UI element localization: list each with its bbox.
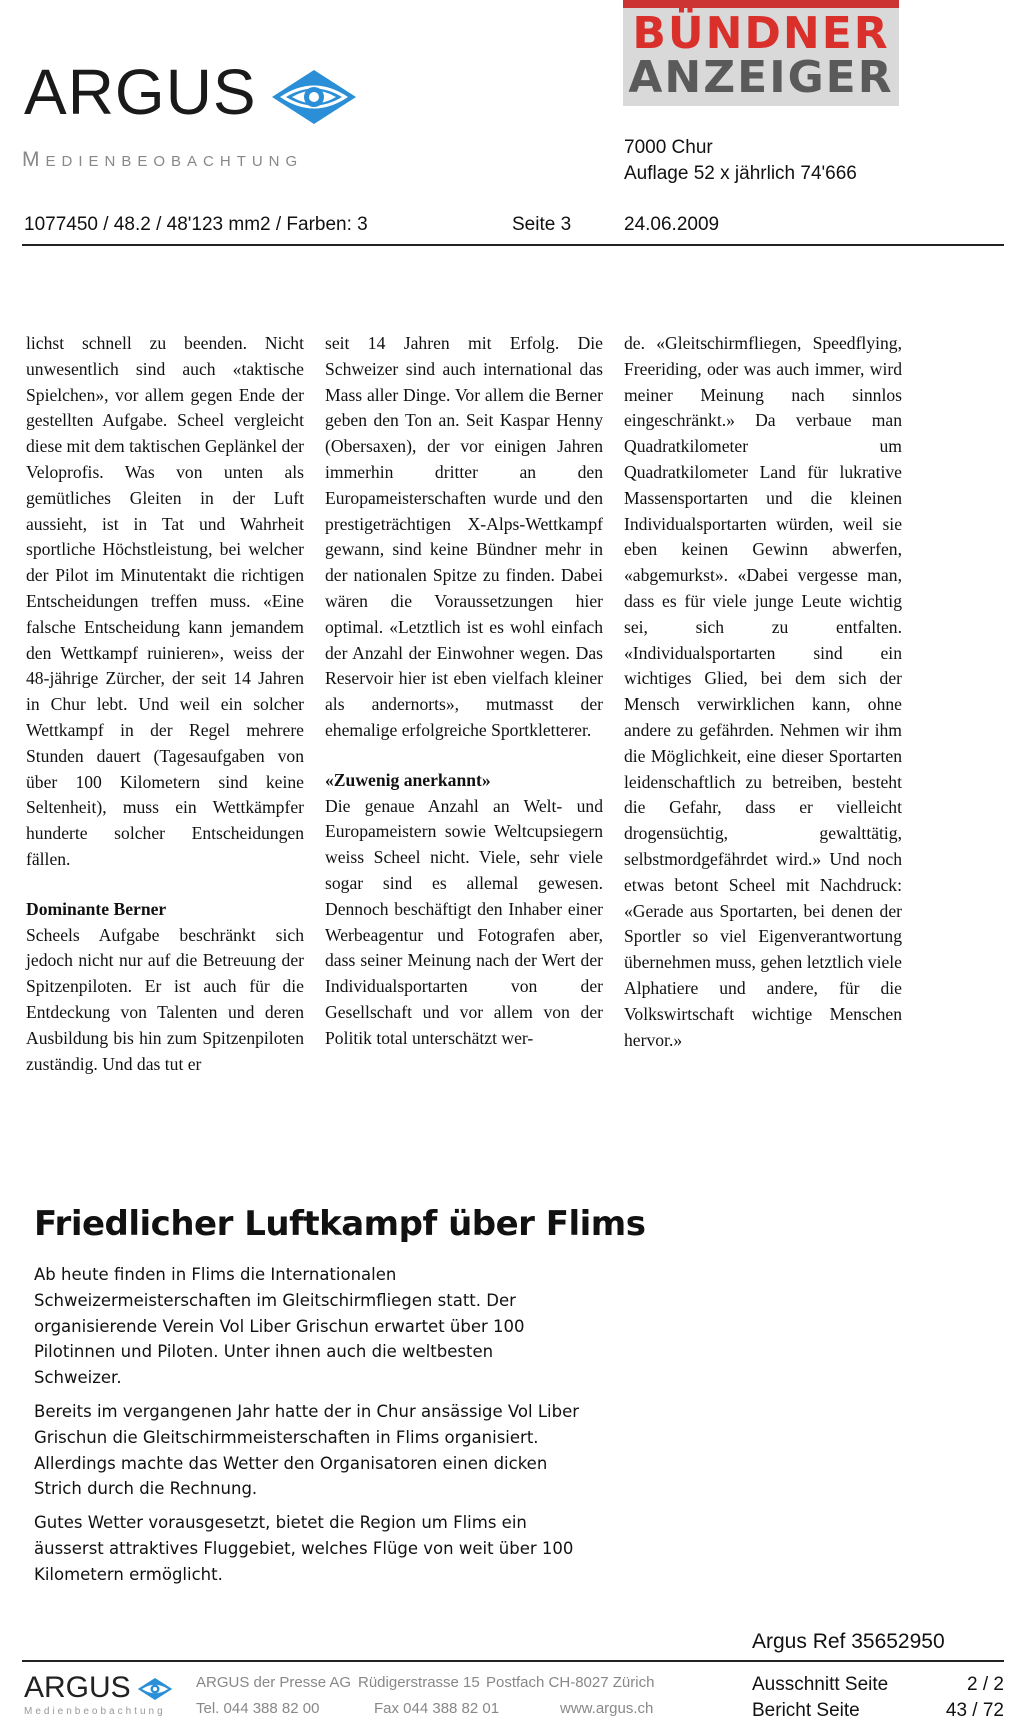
article-paragraph: de. «Gleitschirmfliegen, Speedflying, Freeriding, oder was auch immer, wird meiner Meinung nach sinnlos eingeschränkt.» Da verbaue man Quadratkilometer um Quadratkilometer Land für lukrative Massensportarten und die kleinen Individualsportarten würden, weil sie eben keinen Gewinn abwerfen, «abgemurkst». «Dabei vergesse man, dass es für viele junge Leute wichtig sei, sich zu entfalten. «Individualsportarten sind ein wichtiges Glied, bei dem sich der Mensch verwirklichen kann, ohne andere zu gefährden. Nehmen wir ihm die Möglichkeit, eine dieser Sportarten leidenschaftlich zu betreiben, besteht die Gefahr, dass er vielleicht drogensüchtig, gewalttätig, selbstmordgefährdet wird.» Und noch etwas betont Scheel mit Nachdruck: «Gerade aus Sportarten, bei denen der Sportler so viel Eigenverantwortung übernehmen muss, gehen letztlich viele Alphatiere und andere, für die Volkswirtschaft wichtige Menschen hervor.» bbox=[624, 333, 902, 1050]
footer-argus-eye-icon bbox=[137, 1677, 173, 1706]
box-article-title: Friedlicher Luftkampf über Flims bbox=[34, 1204, 646, 1244]
footer-phone: Tel. 044 388 82 00 bbox=[196, 1700, 320, 1717]
footer-argus-subtitle: Medienbeobachtung bbox=[24, 1706, 166, 1717]
footer-fax: Fax 044 388 82 01 bbox=[374, 1700, 500, 1717]
publication-date: 24.06.2009 bbox=[624, 214, 720, 235]
masthead-line2: ANZEIGER bbox=[628, 52, 894, 103]
article-column-1 bbox=[26, 331, 304, 1077]
box-paragraph: Bereits im vergangenen Jahr hatte der in Chur ansässige Vol Liber Grischun die Gleitschirmmeisterschaften in Flims organisiert. Allerdings machte das Wetter den Organisatoren einen dicken Strich durch die Rechnung. bbox=[34, 1401, 580, 1499]
bericht-label: Bericht Seite bbox=[752, 1700, 860, 1721]
article-subheading: «Zuwenig anerkannt» bbox=[325, 769, 491, 790]
publication-city: 7000 Chur bbox=[624, 137, 713, 158]
publication-circulation: Auflage 52 x jährlich 74'666 bbox=[624, 163, 857, 184]
masthead-logo bbox=[623, 0, 899, 106]
box-paragraph: Ab heute finden in Flims die Internationalen Schweizermeisterschaften im Gleitschirmfliegen statt. Der organisierende Verein Vol Liber Grischun erwartet über 100 Pilotinnen und Piloten. Unter ihnen auch die weltbesten Schweizer. bbox=[34, 1265, 525, 1388]
footer-rule bbox=[22, 1660, 1004, 1662]
masthead-line1: BÜNDNER bbox=[632, 8, 890, 59]
clipping-id: 1077450 / 48.2 / 48'123 mm2 / Farben: 3 bbox=[24, 214, 368, 235]
article-column-3 bbox=[624, 331, 902, 1053]
masthead-top-bar bbox=[623, 0, 899, 8]
article-paragraph: lichst schnell zu beenden. Nicht unwesentlich sind auch «taktische Spielchen», vor allem gegen Ende der gestellten Aufgabe. Scheel vergleicht diese mit dem taktischen Geplänkel der Veloprofis. Was von unten als gemütliches Gleiten in der Luft aussieht, ist in Tat und Wahrheit sportliche Höchstleistung, bei welcher der Pilot im Minutentakt die richtigen Entscheidungen treffen muss. «Eine falsche Entscheidung kann jemandem den Wettkampf ruinieren», weiss der 48-jährige Zürcher, der seit 14 Jahren in Chur lebt. Und weil ein solcher Wettkampf in der Regel mehrere Stunden dauert (Tagesaufgaben von über 100 Kilometern sind keine Seltenheit), muss ein Wettkämpfer hunderte solcher Entscheidungen fällen. bbox=[26, 333, 304, 869]
argus-logo-subtitle: Medienbeobachtung bbox=[22, 148, 304, 171]
footer-argus-logo-text: ARGUS bbox=[24, 1671, 131, 1704]
page-number: Seite 3 bbox=[512, 214, 572, 235]
article-paragraph: Scheels Aufgabe beschränkt sich jedoch nicht nur auf die Betreuung der Spitzenpiloten. Er ist auch für die Entdeckung von Talenten und deren Ausbildung bis hin zum Spitzenpiloten zuständig. Und das tut er bbox=[26, 924, 304, 1074]
box-paragraph: Gutes Wetter vorausgesetzt, bietet die Region um Flims ein äusserst attraktives Fluggebiet, welches Flüge von weit über 100 Kilometern ermöglicht. bbox=[34, 1513, 574, 1584]
argus-logo-text: ARGUS bbox=[24, 56, 257, 128]
footer-website[interactable]: www.argus.ch bbox=[560, 1700, 654, 1717]
article-column-2 bbox=[325, 331, 603, 1052]
footer-postfach: Postfach CH-8027 Zürich bbox=[486, 1674, 655, 1691]
box-article-body bbox=[34, 1262, 580, 1596]
footer-address: Rüdigerstrasse 15 bbox=[358, 1674, 480, 1691]
argus-eye-logo-icon bbox=[270, 68, 358, 131]
article-paragraph: seit 14 Jahren mit Erfolg. Die Schweizer sind auch international das Mass aller Dinge. Vor allem die Berner geben den Ton an. Seit Kaspar Henny (Obersaxen), der vor einigen Jahren immerhin dritter an den Europameisterschaften wurde und den prestigeträchtigen X-Alps-Wettkampf gewann, sind keine Bündner mehr in der nationalen Spitze zu finden. Dabei wären die Voraussetzungen hier optimal. «Letztlich ist es wohl einfach der Anzahl der Einwohner wegen. Das Reservoir hier ist eben vielfach kleiner als andernorts», mutmasst der ehemalige erfolgreiche Sportkletterer. bbox=[325, 333, 603, 740]
ausschnitt-label: Ausschnitt Seite bbox=[752, 1674, 889, 1695]
article-paragraph: Die genaue Anzahl an Welt- und Europameistern sowie Weltcupsiegern weiss Scheel nicht. Viele, sehr viele sogar sind es allemal gewesen. Dennoch beschäftigt den Inhaber einer Werbeagentur und Fotografen aber, dass seiner Meinung nach der Wert der Individualsportarten von der Gesellschaft und vor allem von der Politik total unterschätzt wer- bbox=[325, 795, 603, 1048]
article-subheading: Dominante Berner bbox=[26, 898, 167, 919]
ausschnitt-value: 2 / 2 bbox=[967, 1674, 1004, 1695]
header-rule bbox=[22, 244, 1004, 246]
footer-company: ARGUS der Presse AG bbox=[196, 1674, 352, 1691]
argus-reference: Argus Ref 35652950 bbox=[752, 1630, 945, 1653]
bericht-value: 43 / 72 bbox=[945, 1700, 1004, 1721]
